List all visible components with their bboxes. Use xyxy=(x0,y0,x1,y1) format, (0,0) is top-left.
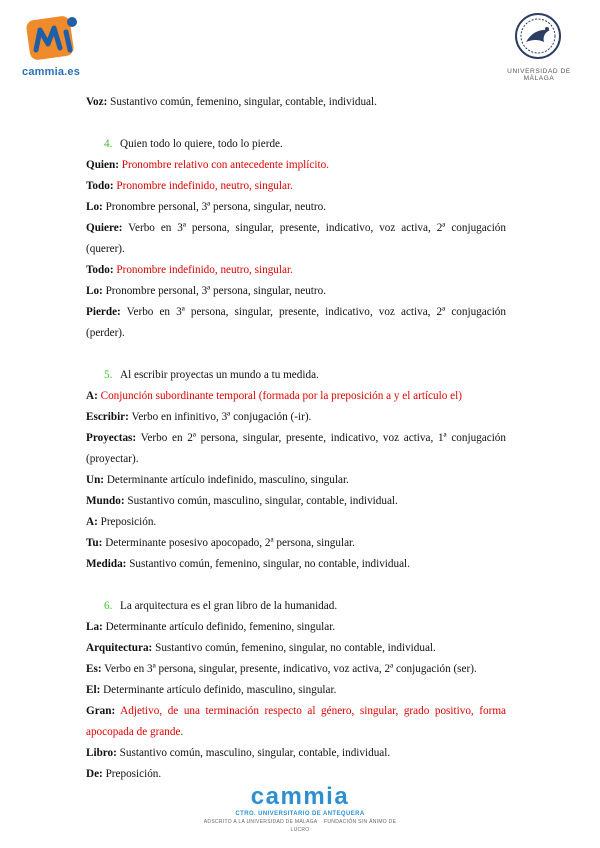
term: Un: xyxy=(86,474,105,486)
term: Quien: xyxy=(86,159,119,171)
section-spacer xyxy=(86,575,506,596)
university-seal-icon xyxy=(514,12,562,60)
term: Voz: xyxy=(86,96,108,108)
definition: Sustantivo común, femenino, singular, no contable, individual. xyxy=(152,642,436,654)
analysis-line xyxy=(86,659,506,680)
analysis-line xyxy=(86,533,506,554)
definition: Verbo en 3ª persona, singular, presente, indicativo, voz activa, 2ª conjugación (ser). xyxy=(101,663,477,675)
footer-fundacion: FUNDACIÓN SIN ÁNIMO DE LUCRO xyxy=(290,819,397,833)
section-sentence: Quien todo lo quiere, todo lo pierde. xyxy=(120,138,283,150)
definition: Sustantivo común, femenino, singular, contable, individual. xyxy=(107,96,377,108)
cammia-logo-icon xyxy=(26,14,80,62)
term: Proyectas: xyxy=(86,432,137,444)
definition: Verbo en 3ª persona, singular, presente, indicativo, voz activa, 2ª conjugación (querer). xyxy=(86,222,506,255)
cammia-brand-text: cammia.es xyxy=(22,66,81,78)
definition: Preposición. xyxy=(102,768,162,780)
term: Mundo: xyxy=(86,495,125,507)
definition: Adjetivo, de una terminación respecto al género, singular, grado positivo, forma apocopada de grande. xyxy=(86,705,506,738)
top-line xyxy=(86,92,506,113)
analysis-line xyxy=(86,701,506,743)
analysis-line xyxy=(86,155,506,176)
definition: Verbo en infinitivo, 3ª conjugación (-ir). xyxy=(128,411,312,423)
analysis-line xyxy=(86,554,506,575)
footer-center: CTRO. UNIVERSITARIO DE ANTEQUERA xyxy=(235,811,365,817)
definition: Determinante artículo definido, masculino, singular. xyxy=(100,684,337,696)
analysis-line xyxy=(86,491,506,512)
term: Gran: xyxy=(86,705,116,717)
section-title xyxy=(86,365,506,386)
term: Tu: xyxy=(86,537,103,549)
term: Es: xyxy=(86,663,102,675)
definition: Sustantivo común, masculino, singular, contable, individual. xyxy=(124,495,398,507)
page-footer xyxy=(200,784,400,834)
definition: Pronombre personal, 3ª persona, singular, neutro. xyxy=(102,201,327,213)
analysis-line xyxy=(86,176,506,197)
definition: Conjunción subordinante temporal (formada por la preposición a y el artículo el) xyxy=(97,390,462,402)
section-spacer xyxy=(86,113,506,134)
term: Medida: xyxy=(86,558,127,570)
section-number: 5. xyxy=(104,369,113,381)
definition: Pronombre indefinido, neutro, singular. xyxy=(113,180,293,192)
section-sentence: Al escribir proyectas un mundo a tu medida. xyxy=(120,369,319,381)
analysis-line xyxy=(86,512,506,533)
analysis-line xyxy=(86,428,506,470)
uma-logo[interactable] xyxy=(496,12,582,82)
section-title xyxy=(86,134,506,155)
definition: Pronombre indefinido, neutro, singular. xyxy=(113,264,293,276)
footer-brand: cammia xyxy=(250,783,350,810)
definition: Preposición. xyxy=(97,516,157,528)
footer-affiliation xyxy=(200,818,400,834)
sections xyxy=(86,113,506,785)
analysis-line xyxy=(86,470,506,491)
section-title xyxy=(86,596,506,617)
term: Todo: xyxy=(86,180,114,192)
section-number: 6. xyxy=(104,600,113,612)
analysis-line xyxy=(86,638,506,659)
term: Arquitectura: xyxy=(86,642,153,654)
analysis-line xyxy=(86,407,506,428)
page-header xyxy=(0,0,600,90)
definition: Verbo en 3ª persona, singular, presente, indicativo, voz activa, 2ª conjugación (perder). xyxy=(86,306,506,339)
term: A: xyxy=(86,516,98,528)
term: De: xyxy=(86,768,103,780)
term: Lo: xyxy=(86,285,103,297)
term: Libro: xyxy=(86,747,117,759)
section-sentence: La arquitectura es el gran libro de la humanidad. xyxy=(120,600,338,612)
document-body xyxy=(86,92,506,785)
section-number: 4. xyxy=(104,138,113,150)
analysis-line xyxy=(86,281,506,302)
analysis-line xyxy=(86,197,506,218)
analysis-line xyxy=(86,386,506,407)
term: Lo: xyxy=(86,201,103,213)
term: A: xyxy=(86,390,98,402)
cammia-logo[interactable] xyxy=(22,14,86,80)
definition: Sustantivo común, femenino, singular, no contable, individual. xyxy=(126,558,410,570)
term: Todo: xyxy=(86,264,114,276)
analysis-line xyxy=(86,218,506,260)
analysis-line xyxy=(86,680,506,701)
definition: Determinante artículo indefinido, masculino, singular. xyxy=(104,474,349,486)
definition: Verbo en 2ª persona, singular, presente, indicativo, voz activa, 1ª conjugación (proyectar). xyxy=(86,432,506,465)
university-name: UNIVERSIDAD DE MÁLAGA xyxy=(507,68,571,82)
analysis-line xyxy=(86,743,506,764)
definition: Pronombre personal, 3ª persona, singular, neutro. xyxy=(102,285,327,297)
term: Quiere: xyxy=(86,222,123,234)
footer-adscrito: ADSCRITO A LA UNIVERSIDAD DE MÁLAGA xyxy=(203,819,318,825)
definition: Determinante artículo definido, femenino, singular. xyxy=(102,621,336,633)
analysis-line xyxy=(86,260,506,281)
definition: Pronombre relativo con antecedente implícito. xyxy=(118,159,329,171)
analysis-line xyxy=(86,302,506,344)
section-spacer xyxy=(86,344,506,365)
definition: Determinante posesivo apocopado, 2ª persona, singular. xyxy=(102,537,355,549)
analysis-line xyxy=(86,617,506,638)
definition: Sustantivo común, masculino, singular, contable, individual. xyxy=(116,747,391,759)
term: El: xyxy=(86,684,101,696)
analysis-line xyxy=(86,764,506,785)
term: La: xyxy=(86,621,103,633)
term: Pierde: xyxy=(86,306,121,318)
term: Escribir: xyxy=(86,411,129,423)
